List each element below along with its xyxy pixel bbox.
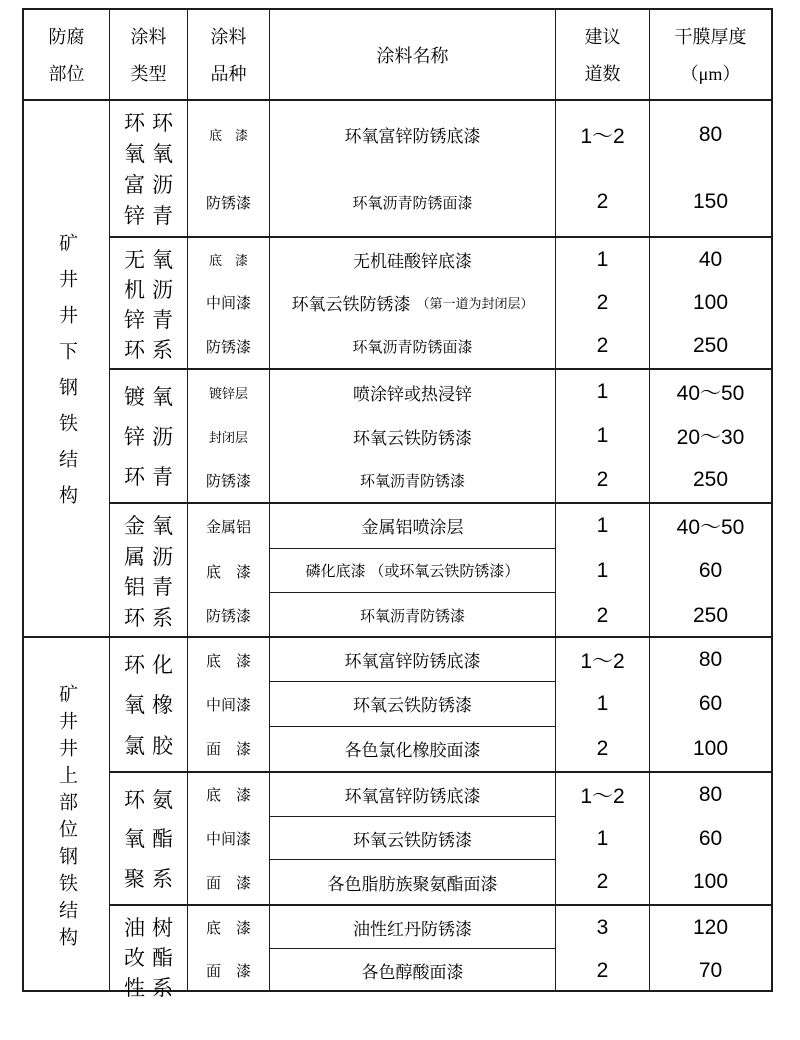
thickness-cell: 40～50: [676, 382, 745, 405]
thickness-cell: 250: [692, 334, 729, 358]
count-cell: 2: [556, 325, 650, 368]
header-coating-type-line1: 涂料: [130, 27, 167, 48]
table-row: [188, 238, 771, 281]
count-cell: 1: [556, 549, 650, 594]
table-row: [188, 727, 771, 771]
table-row: [188, 949, 771, 992]
header-coating-variety-line2: 品种: [210, 63, 247, 84]
count-cell: 2: [556, 593, 650, 638]
count-cell: 1: [556, 504, 650, 549]
table-row: [188, 370, 771, 414]
type-cell: 金氧 属沥 铝青 环系: [110, 504, 188, 638]
name-cell: 环氧沥青防锈漆: [270, 458, 556, 502]
type-cell: 环氨 氧酯 聚系: [110, 773, 188, 904]
header-coat-count-line2: 道数: [584, 63, 621, 84]
variety-cell: 面 漆: [188, 727, 270, 771]
header-coat-count: [556, 10, 650, 99]
count-cell: 2: [556, 458, 650, 502]
name-cell: 金属铝喷涂层: [270, 504, 556, 549]
variety-cell: 底 漆: [188, 906, 270, 949]
part-aboveground: [24, 638, 771, 1000]
name-cell: 环氧富锌防锈底漆: [270, 638, 556, 682]
variety-cell: 防锈漆: [188, 593, 270, 638]
count-cell: 2: [556, 281, 650, 324]
variety-cell: 防锈漆: [188, 169, 270, 237]
table-row: [188, 682, 771, 726]
variety-cell: 金属铝: [188, 504, 270, 549]
header-coating-variety-line1: 涂料: [210, 27, 247, 48]
name-cell: 各色醇酸面漆: [270, 949, 556, 992]
count-cell: 1: [556, 414, 650, 458]
count-cell: 2: [556, 727, 650, 771]
table-row: [188, 414, 771, 458]
name-cell: 环氧沥青防锈面漆: [270, 325, 556, 368]
variety-cell: 封闭层: [188, 414, 270, 458]
name-cell: 磷化底漆 （或环氧云铁防锈漆）: [270, 549, 556, 594]
variety-cell: 防锈漆: [188, 458, 270, 502]
thickness-cell: 20～30: [676, 426, 745, 449]
type-cell: 油树 改酯 性系: [110, 906, 188, 992]
part-underground: [24, 101, 771, 638]
table-row: [188, 860, 771, 904]
table-row: [188, 773, 771, 817]
count-cell: 2: [556, 860, 650, 904]
name-cell: 环氧云铁防锈漆 （第一道为封闭层）: [270, 281, 556, 324]
type-cell: 环化 氧橡 氯胶: [110, 638, 188, 771]
thickness-cell: 80: [698, 782, 723, 806]
table-row: [188, 101, 771, 169]
header-location-line2: 部位: [48, 63, 85, 84]
variety-cell: 底 漆: [188, 101, 270, 169]
table-row: [188, 281, 771, 324]
variety-cell: 面 漆: [188, 949, 270, 992]
header-film-thickness-line2: （μm）: [680, 63, 741, 84]
thickness-cell: 60: [698, 559, 723, 582]
table-row: [188, 504, 771, 549]
count-cell: 3: [556, 906, 650, 949]
count-cell: 1: [556, 238, 650, 281]
type-cell: 无氧 机沥 锌青 环系: [110, 238, 188, 368]
thickness-cell: 100: [692, 290, 729, 314]
name-cell: 环氧云铁防锈漆: [270, 682, 556, 726]
part-label-underground: 矿井井下钢铁结构: [24, 101, 110, 636]
header-location: [24, 10, 110, 99]
name-cell: 环氧沥青防锈漆: [270, 593, 556, 638]
variety-cell: 镀锌层: [188, 370, 270, 414]
table-header-row: [24, 10, 771, 101]
variety-cell: 中间漆: [188, 682, 270, 726]
name-cell: 各色氯化橡胶面漆: [270, 727, 556, 771]
name-cell: 无机硅酸锌底漆: [270, 238, 556, 281]
thickness-cell: 250: [692, 468, 729, 491]
thickness-cell: 80: [698, 648, 723, 672]
variety-cell: 底 漆: [188, 238, 270, 281]
section-metal-aluminium-epoxy-bitumen: [110, 504, 771, 638]
header-film-thickness-line1: 干膜厚度: [674, 27, 747, 48]
count-cell: 1: [556, 682, 650, 726]
variety-cell: 面 漆: [188, 860, 270, 904]
variety-cell: 中间漆: [188, 281, 270, 324]
section-inorganic-zinc-epoxy-bitumen: [110, 238, 771, 370]
thickness-cell: 100: [692, 736, 729, 760]
thickness-cell: 70: [698, 958, 723, 982]
name-cell: 环氧云铁防锈漆: [270, 817, 556, 861]
variety-cell: 底 漆: [188, 638, 270, 682]
variety-cell: 底 漆: [188, 549, 270, 594]
header-coating-type-line2: 类型: [130, 63, 167, 84]
count-cell: 1: [556, 817, 650, 861]
variety-cell: 中间漆: [188, 817, 270, 861]
section-epoxy-chlorinated-rubber: [110, 638, 771, 773]
table-row: [188, 817, 771, 861]
count-cell: 2: [556, 949, 650, 992]
type-cell: 镀氧 锌沥 环青: [110, 370, 188, 502]
table-row: [188, 593, 771, 638]
coating-spec-table: [22, 8, 773, 1000]
count-cell: 1～2: [556, 638, 650, 682]
section-galvanized-epoxy-bitumen: [110, 370, 771, 504]
table-row: [188, 458, 771, 502]
table-row: [188, 325, 771, 368]
name-cell: 油性红丹防锈漆: [270, 906, 556, 949]
header-coat-count-line1: 建议: [584, 27, 621, 48]
thickness-cell: 120: [692, 915, 729, 939]
header-coating-variety: [188, 10, 270, 99]
name-cell: 环氧富锌防锈底漆: [270, 773, 556, 817]
count-cell: 1～2: [556, 101, 650, 169]
table-row: [188, 638, 771, 682]
table-row: [188, 906, 771, 949]
name-cell: 环氧沥青防锈面漆: [270, 169, 556, 237]
thickness-cell: 100: [692, 870, 729, 894]
name-cell: 环氧富锌防锈底漆: [270, 101, 556, 169]
header-location-line1: 防腐: [48, 27, 85, 48]
count-cell: 1: [556, 370, 650, 414]
section-epoxy-zinc-rich-epoxy-bitumen: [110, 101, 771, 238]
header-film-thickness: [650, 10, 771, 99]
thickness-cell: 40: [698, 247, 723, 271]
type-cell: 环环 氧氧 富沥 锌青: [110, 101, 188, 236]
name-cell: 各色脂肪族聚氨酯面漆: [270, 860, 556, 904]
variety-cell: 防锈漆: [188, 325, 270, 368]
part-label-aboveground: 矿井井上部位钢铁结构: [24, 638, 110, 992]
table-row: [188, 169, 771, 237]
thickness-cell: 150: [692, 190, 729, 214]
table-row: [188, 549, 771, 594]
count-cell: 2: [556, 169, 650, 237]
header-coating-name: 涂料名称: [270, 10, 556, 99]
name-cell: 环氧云铁防锈漆: [270, 414, 556, 458]
variety-cell: 底 漆: [188, 773, 270, 817]
thickness-cell: 250: [692, 603, 729, 627]
section-oil-modified-resin: [110, 906, 771, 1000]
count-cell: 1～2: [556, 773, 650, 817]
name-cell: 喷涂锌或热浸锌: [270, 370, 556, 414]
header-coating-type: [110, 10, 188, 99]
thickness-cell: 60: [698, 692, 723, 716]
thickness-cell: 80: [698, 122, 723, 146]
thickness-cell: 60: [698, 826, 723, 850]
section-epoxy-polyurethane: [110, 773, 771, 906]
thickness-cell: 40～50: [676, 516, 745, 540]
name-note: （第一道为封闭层）: [416, 296, 534, 312]
